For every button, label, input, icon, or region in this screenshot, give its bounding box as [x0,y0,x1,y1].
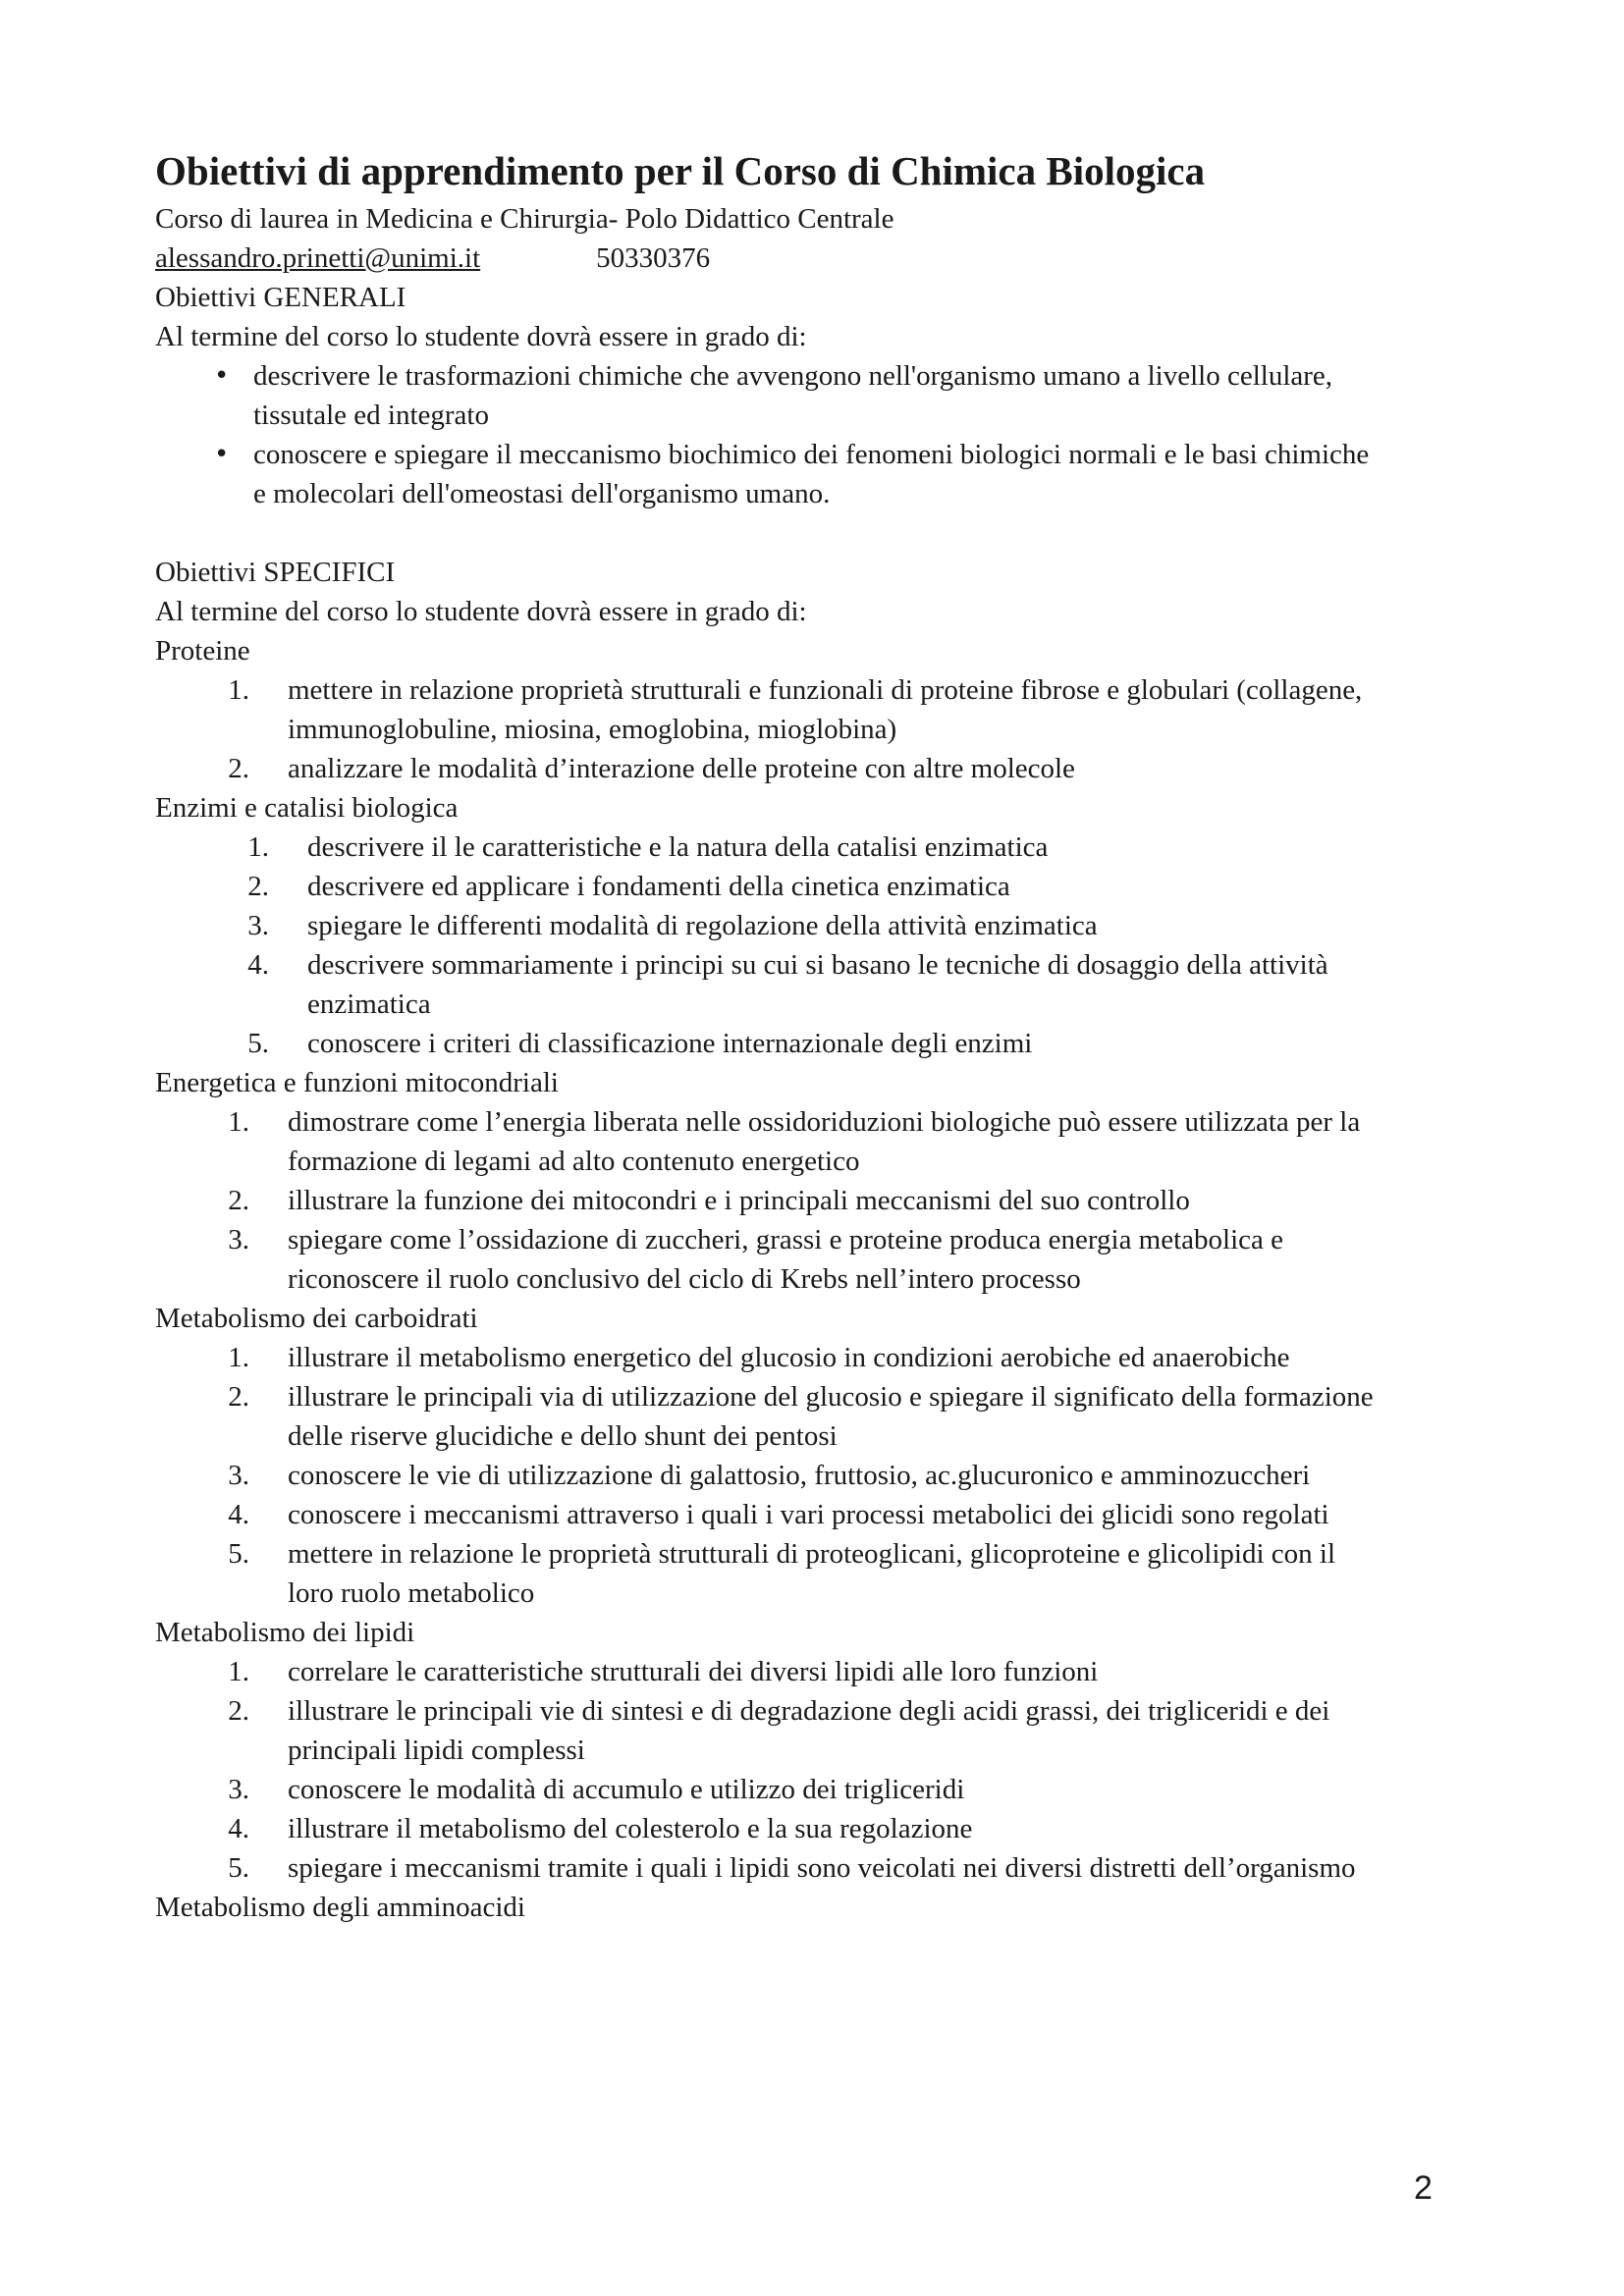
item-number: 2. [228,1185,249,1217]
item-number: 3. [247,910,269,942]
item-text: descrivere il le caratteristiche e la natura della catalisi enzimatica [307,831,1049,864]
item-text: spiegare come l’ossidazione di zuccheri, grassi e proteine produca energia metabolica e [288,1224,1284,1256]
list-item [155,1338,1530,1377]
list-item [155,1024,1530,1063]
item-text: mettere in relazione le proprietà strutturali di proteoglicani, glicoproteine e glicolipidi con il [288,1538,1335,1571]
item-number: 3. [228,1774,249,1806]
item-number: 5. [247,1028,269,1060]
list-item [155,1770,1530,1809]
list-item [155,1181,1530,1220]
page-number: 2 [1414,2169,1433,2207]
list-item: • descrivere le trasformazioni chimiche che avvengono nell'organismo umano a livello cellulare, tissutale ed integrato [155,356,1530,435]
list-item [155,1534,1530,1613]
specific-heading: Obiettivi SPECIFICI [155,557,396,589]
item-text: illustrare le principali via di utilizzazione del glucosio e spiegare il significato della formazione [288,1381,1374,1414]
item-number: 3. [228,1224,249,1256]
item-text: illustrare il metabolismo del colesterolo e la sua regolazione [288,1813,973,1845]
item-number: 1. [228,1342,249,1374]
item-text: illustrare le principali vie di sintesi e di degradazione degli acidi grassi, dei trigliceridi e dei [288,1695,1330,1728]
list-item [155,1691,1530,1770]
objectives-list [155,1102,1530,1299]
item-text-continued: principali lipidi complessi [288,1735,585,1767]
list-item [155,1652,1530,1691]
item-number: 1. [228,674,249,707]
item-number: 3. [228,1460,249,1492]
spacer [155,513,1530,553]
item-text: conoscere i meccanismi attraverso i quali i vari processi metabolici dei glicidi sono regolati [288,1499,1329,1531]
email-link[interactable]: alessandro.prinetti@unimi.it [155,242,481,275]
item-number: 4. [228,1499,249,1531]
section-title: Metabolismo dei lipidi [155,1617,415,1649]
phone-number: 50330376 [596,242,711,275]
item-text-continued: loro ruolo metabolico [288,1577,535,1610]
item-number: 1. [228,1106,249,1139]
objectives-list [155,670,1530,788]
section-title: Energetica e funzioni mitocondriali [155,1067,559,1099]
item-text: illustrare il metabolismo energetico del glucosio in condizioni aerobiche ed anaerobiche [288,1342,1290,1374]
list-item [155,867,1530,906]
list-item [155,670,1530,749]
item-text: conoscere i criteri di classificazione internazionale degli enzimi [307,1028,1033,1060]
item-text: dimostrare come l’energia liberata nelle ossidoriduzioni biologiche può essere utilizzata per la [288,1106,1361,1139]
specific-sections [155,631,1530,1927]
section-title: Enzimi e catalisi biologica [155,792,459,825]
specific-intro: Al termine del corso lo studente dovrà essere in grado di: [155,596,807,628]
objectives-list [155,828,1530,1063]
item-text-continued: immunoglobuline, miosina, emoglobina, mioglobina) [288,714,897,746]
item-text: descrivere sommariamente i principi su cui si basano le tecniche di dosaggio della attività [307,949,1328,982]
list-item [155,828,1530,867]
document-title: Obiettivi di apprendimento per il Corso di Chimica Biologica [155,148,1206,193]
item-text: spiegare i meccanismi tramite i quali i lipidi sono veicolati nei diversi distretti dell’organismo [288,1852,1356,1885]
course-subtitle: Corso di laurea in Medicina e Chirurgia- Polo Didattico Centrale [155,203,894,236]
item-text: mettere in relazione proprietà strutturali e funzionali di proteine fibrose e globulari (collagene, [288,674,1363,707]
list-item [155,906,1530,945]
item-text: analizzare le modalità d’interazione delle proteine con altre molecole [288,753,1075,785]
list-item [155,945,1530,1024]
list-item [155,1848,1530,1888]
item-text: conoscere le vie di utilizzazione di galattosio, fruttosio, ac.glucuronico e amminozuccheri [288,1460,1311,1492]
item-text-continued: enzimatica [307,988,431,1021]
item-text: conoscere le modalità di accumulo e utilizzo dei trigliceridi [288,1774,965,1806]
item-number: 5. [228,1538,249,1571]
list-item: • conoscere e spiegare il meccanismo biochimico dei fenomeni biologici normali e le basi chimiche e molecolari dell'omeostasi dell'organismo umano. [155,435,1530,513]
item-number: 2. [247,871,269,903]
contact-row [155,239,1530,278]
list-item [155,1102,1530,1181]
item-number: 5. [228,1852,249,1885]
section-title: Metabolismo dei carboidrati [155,1303,478,1335]
item-text-continued: riconoscere il ruolo conclusivo del ciclo di Krebs nell’intero processo [288,1263,1081,1296]
item-text-continued: delle riserve glucidiche e dello shunt dei pentosi [288,1420,838,1453]
item-text: illustrare la funzione dei mitocondri e i principali meccanismi del suo controllo [288,1185,1190,1217]
item-number: 2. [228,753,249,785]
section-title: Proteine [155,635,250,667]
item-text: descrivere ed applicare i fondamenti della cinetica enzimatica [307,871,1010,903]
objectives-list [155,1652,1530,1888]
list-item [155,749,1530,788]
list-item [155,1456,1530,1495]
general-objectives-list [155,356,1530,513]
item-number: 4. [228,1813,249,1845]
objectives-list [155,1338,1530,1613]
section-title: Metabolismo degli amminoacidi [155,1892,525,1924]
document-page [155,147,1530,1927]
item-text-continued: formazione di legami ad alto contenuto energetico [288,1146,860,1178]
list-item [155,1809,1530,1848]
item-text: correlare le caratteristiche strutturali dei diversi lipidi alle loro funzioni [288,1656,1099,1688]
item-number: 2. [228,1381,249,1414]
item-number: 2. [228,1695,249,1728]
general-intro: Al termine del corso lo studente dovrà essere in grado di: [155,321,807,353]
list-item [155,1377,1530,1456]
general-heading: Obiettivi GENERALI [155,282,406,314]
item-number: 4. [247,949,269,982]
item-number: 1. [228,1656,249,1688]
list-item [155,1495,1530,1534]
list-item [155,1220,1530,1299]
item-text: spiegare le differenti modalità di regolazione della attività enzimatica [307,910,1098,942]
item-number: 1. [247,831,269,864]
